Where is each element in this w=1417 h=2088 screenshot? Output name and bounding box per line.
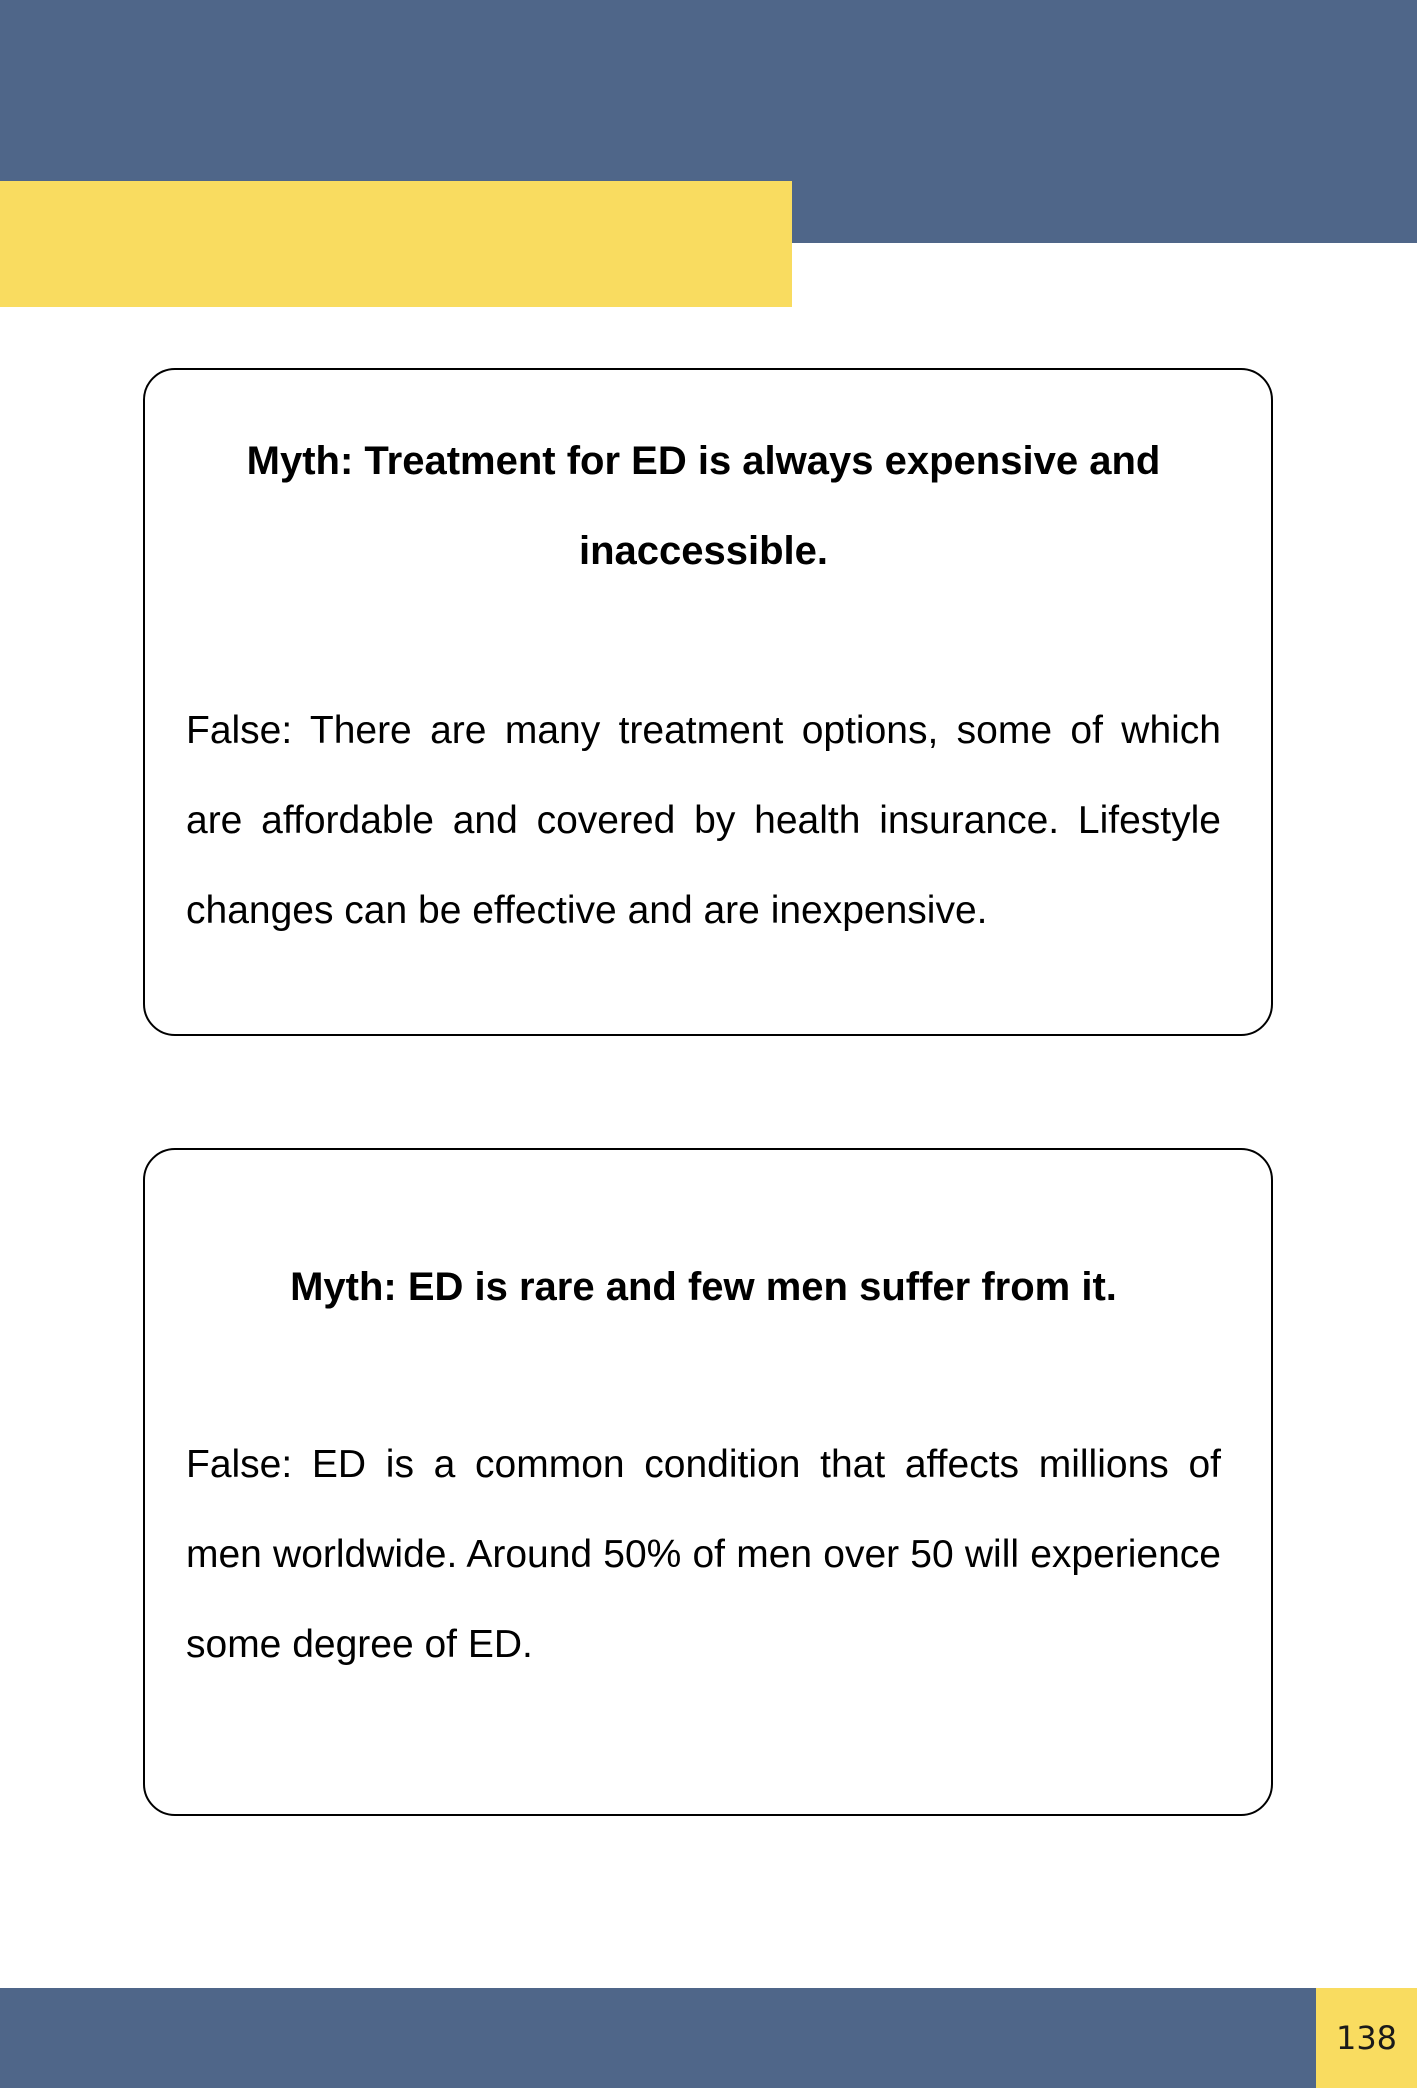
- myth-body: False: ED is a common condition that affects millions of men worldwide. Around 50% of men over 50 will experience some degree of ED.: [186, 1443, 1221, 1666]
- page-number: 138: [1335, 2019, 1398, 2057]
- footer-band: [0, 1988, 1316, 2088]
- myth-body: False: There are many treatment options, some of which are affordable and covered by health insurance. Lifestyle changes can be effective and are inexpensive.: [186, 709, 1221, 932]
- myth-card-ed-rarity: [143, 1148, 1273, 1816]
- myth-title: Myth: ED is rare and few men suffer from it.: [290, 1265, 1117, 1309]
- header-accent-bar: [0, 181, 792, 307]
- page-number-box: [1316, 1988, 1417, 2088]
- myth-card-treatment-cost: [143, 368, 1273, 1036]
- myth-title: Myth: Treatment for ED is always expensive and inaccessible.: [246, 439, 1161, 573]
